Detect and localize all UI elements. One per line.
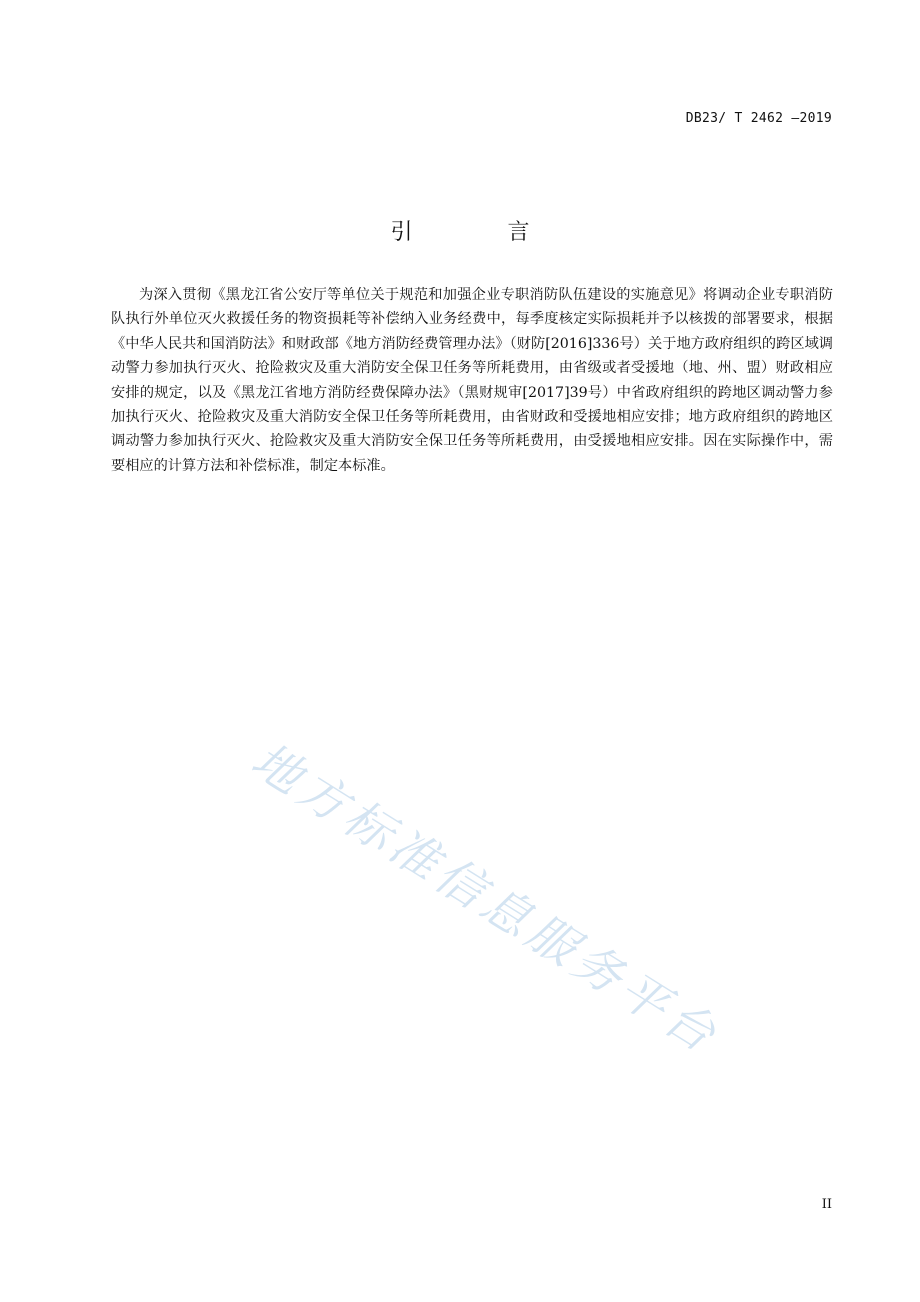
page-number: II bbox=[821, 1197, 832, 1212]
document-code: DB23/ T 2462 —2019 bbox=[685, 111, 832, 126]
introduction-paragraph: 为深入贯彻《黑龙江省公安厅等单位关于规范和加强企业专职消防队伍建设的实施意见》将调动企业专职消防队执行外单位灭火救援任务的物资损耗等补偿纳入业务经费中，每季度核定实际损耗并予以核拨的部署要求，根据《中华人民共和国消防法》和财政部《地方消防经费管理办法》（财防[2016]336号）关于地方政府组织的跨区域调动警力参加执行灭火、抢险救灾及重大消防安全保卫任务等所耗费用，由省级或者受援地（地、州、盟）财政相应安排的规定，以及《黑龙江省地方消防经费保障办法》（黑财规审[2017]39号）中省政府组织的跨地区调动警力参加执行灭火、抢险救灾及重大消防安全保卫任务等所耗费用，由省财政和受援地相应安排；地方政府组织的跨地区调动警力参加执行灭火、抢险救灾及重大消防安全保卫任务等所耗费用，由受援地相应安排。因在实际操作中，需要相应的计算方法和补偿标准，制定本标准。 bbox=[111, 287, 833, 474]
watermark: 地方标准信息服务平台 bbox=[241, 731, 730, 1066]
section-title: 引 言 bbox=[390, 219, 574, 245]
